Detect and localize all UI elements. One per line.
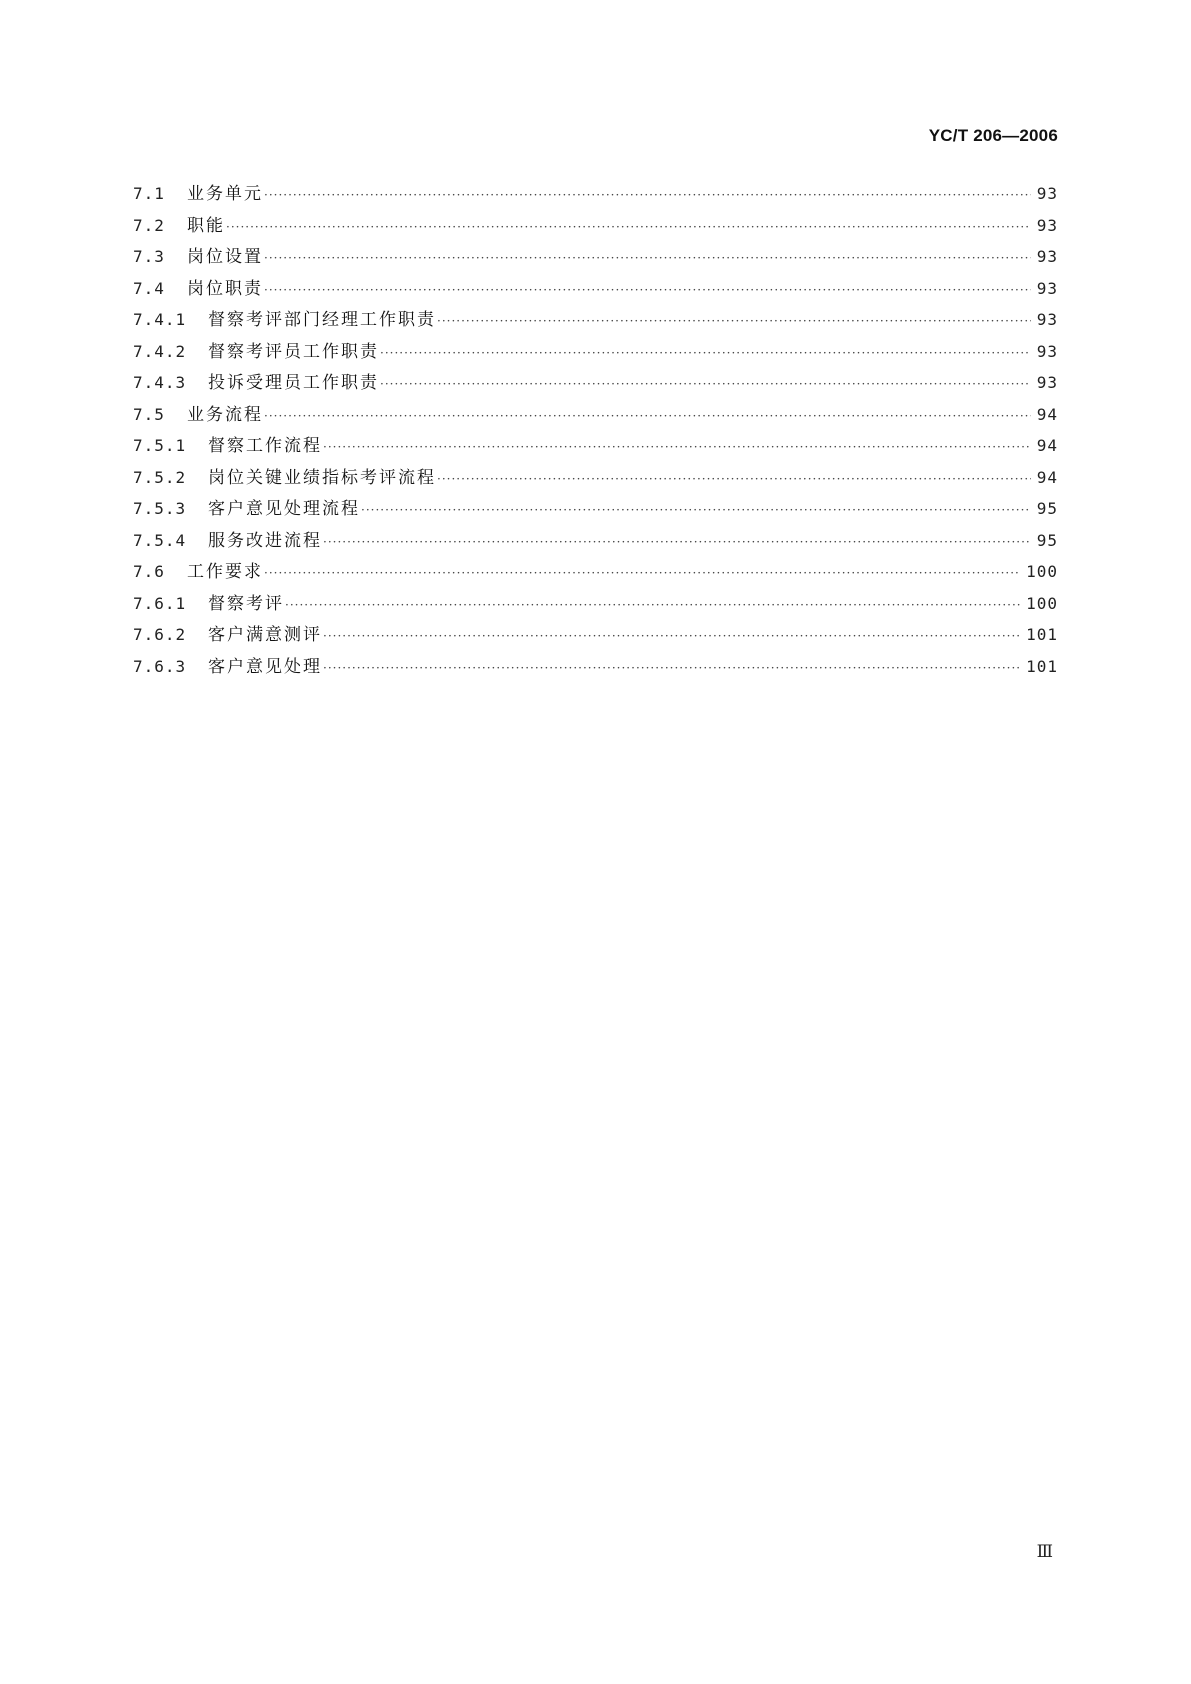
toc-section-number: 7.4	[133, 278, 165, 298]
toc-entry[interactable]	[133, 462, 1058, 494]
toc-section-title: 服务改进流程	[208, 530, 322, 551]
toc-dot-leader	[323, 432, 1031, 464]
toc-section-number: 7.5.3	[133, 499, 187, 518]
toc-entry[interactable]	[133, 430, 1058, 462]
toc-section-number: 7.6.1	[133, 593, 187, 613]
toc-page-number: 100	[1026, 593, 1058, 613]
toc-section-title: 岗位关键业绩指标考评流程	[208, 467, 436, 488]
toc-section-number: 7.6.2	[133, 625, 187, 644]
toc-section-number: 7.5.2	[133, 467, 187, 487]
toc-section-number: 7.1	[133, 184, 165, 203]
toc-page-number: 93	[1036, 310, 1058, 329]
toc-entry[interactable]	[133, 178, 1058, 210]
toc-entry[interactable]	[133, 210, 1058, 242]
toc-section-title: 客户满意测评	[208, 625, 322, 645]
toc-section-title: 业务流程	[187, 404, 263, 425]
toc-section-title: 督察考评部门经理工作职责	[208, 310, 436, 330]
toc-page-number: 95	[1036, 530, 1058, 550]
toc-section-number: 7.4.2	[133, 341, 187, 361]
toc-dot-leader	[264, 180, 1031, 212]
toc-dot-leader	[323, 653, 1020, 685]
toc-entry[interactable]	[133, 367, 1058, 399]
toc-page-number: 94	[1036, 436, 1058, 455]
toc-page-number: 93	[1036, 184, 1058, 203]
toc-section-number: 7.5.1	[133, 436, 187, 455]
toc-dot-leader	[264, 275, 1031, 307]
toc-section-title: 岗位职责	[187, 278, 263, 299]
toc-page-number: 93	[1036, 341, 1058, 361]
toc-dot-leader	[264, 558, 1020, 590]
toc-dot-leader	[264, 401, 1031, 433]
toc-page-number: 93	[1036, 247, 1058, 266]
toc-section-title: 客户意见处理	[208, 656, 322, 677]
standard-code: YC/T 206—2006	[928, 126, 1058, 145]
toc-entry[interactable]	[133, 493, 1058, 525]
toc-section-number: 7.5.4	[133, 530, 187, 550]
toc-entry[interactable]	[133, 619, 1058, 651]
toc-entry[interactable]	[133, 336, 1058, 368]
toc-page-number: 94	[1036, 467, 1058, 487]
toc-section-number: 7.5	[133, 404, 165, 424]
toc-section-number: 7.4.3	[133, 373, 187, 392]
toc-dot-leader	[285, 590, 1020, 622]
toc-section-title: 督察考评	[208, 593, 284, 614]
toc-section-number: 7.4.1	[133, 310, 187, 329]
toc-dot-leader	[380, 338, 1031, 370]
toc-page-number: 101	[1026, 656, 1058, 676]
toc-section-title: 投诉受理员工作职责	[208, 373, 379, 393]
toc-page-number: 95	[1036, 499, 1058, 518]
toc-page-number: 93	[1036, 278, 1058, 298]
toc-entry[interactable]	[133, 588, 1058, 620]
toc-section-title: 督察考评员工作职责	[208, 341, 379, 362]
toc-entry[interactable]	[133, 525, 1058, 557]
toc-entry[interactable]	[133, 399, 1058, 431]
toc-entry[interactable]	[133, 273, 1058, 305]
toc-entry[interactable]	[133, 241, 1058, 273]
table-of-contents	[133, 178, 1058, 682]
toc-entry[interactable]	[133, 556, 1058, 588]
toc-entry[interactable]	[133, 304, 1058, 336]
toc-section-title: 工作要求	[187, 562, 263, 582]
toc-section-title: 督察工作流程	[208, 436, 322, 456]
toc-dot-leader	[380, 369, 1031, 401]
toc-dot-leader	[437, 464, 1031, 496]
toc-page-number: 100	[1026, 562, 1058, 581]
toc-section-title: 岗位设置	[187, 247, 263, 267]
toc-page-number: 101	[1026, 625, 1058, 644]
toc-section-title: 业务单元	[187, 184, 263, 204]
toc-section-number: 7.6.3	[133, 656, 187, 676]
toc-dot-leader	[226, 212, 1031, 244]
toc-dot-leader	[323, 527, 1031, 559]
toc-section-number: 7.2	[133, 215, 165, 235]
toc-dot-leader	[323, 621, 1020, 653]
toc-page-number: 93	[1036, 373, 1058, 392]
toc-dot-leader	[361, 495, 1031, 527]
toc-page-number: 94	[1036, 404, 1058, 424]
toc-page-number: 93	[1036, 215, 1058, 235]
toc-section-title: 客户意见处理流程	[208, 499, 360, 519]
page-number: Ⅲ	[1036, 1542, 1053, 1562]
toc-dot-leader	[437, 306, 1031, 338]
toc-section-title: 职能	[187, 215, 225, 236]
toc-dot-leader	[264, 243, 1031, 275]
toc-section-number: 7.6	[133, 562, 165, 581]
toc-section-number: 7.3	[133, 247, 165, 266]
toc-entry[interactable]	[133, 651, 1058, 683]
